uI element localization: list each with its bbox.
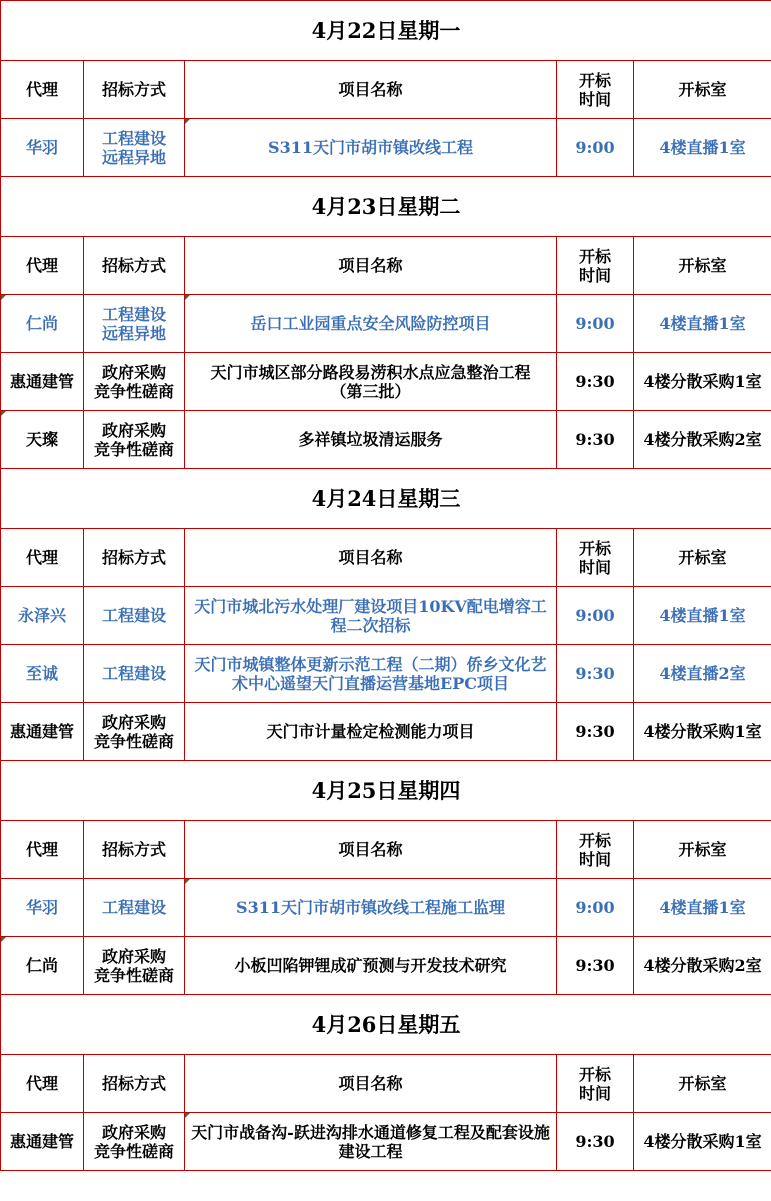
project-cell: S311天门市胡市镇改线工程施工监理 <box>185 879 557 937</box>
time-cell: 9:30 <box>557 645 634 703</box>
project-cell: S311天门市胡市镇改线工程 <box>185 119 557 177</box>
method-cell: 政府采购 竞争性磋商 <box>84 1113 185 1171</box>
project-cell: 岳口工业园重点安全风险防控项目 <box>185 295 557 353</box>
time-cell: 9:00 <box>557 587 634 645</box>
table-row <box>1 1113 771 1171</box>
time-cell: 9:30 <box>557 937 634 995</box>
time-cell: 9:30 <box>557 703 634 761</box>
project-cell: 天门市城区部分路段易涝积水点应急整治工程 （第三批） <box>185 353 557 411</box>
agent-cell: 天璨 <box>1 411 84 469</box>
method-cell: 政府采购 竞争性磋商 <box>84 703 185 761</box>
table-row <box>1 879 771 937</box>
header-method: 招标方式 <box>84 61 185 119</box>
header-room: 开标室 <box>634 61 771 119</box>
room-cell: 4楼分散采购2室 <box>634 937 771 995</box>
header-agent: 代理 <box>1 237 84 295</box>
room-cell: 4楼直播1室 <box>634 587 771 645</box>
room-cell: 4楼分散采购1室 <box>634 1113 771 1171</box>
day-title: 4月24日星期三 <box>1 469 771 529</box>
header-project: 项目名称 <box>185 237 557 295</box>
room-cell: 4楼分散采购2室 <box>634 411 771 469</box>
method-cell: 政府采购 竞争性磋商 <box>84 353 185 411</box>
header-project: 项目名称 <box>185 821 557 879</box>
header-time: 开标 时间 <box>557 61 634 119</box>
header-agent: 代理 <box>1 529 84 587</box>
table-row <box>1 937 771 995</box>
method-cell: 工程建设 <box>84 879 185 937</box>
header-project: 项目名称 <box>185 1055 557 1113</box>
agent-cell: 华羽 <box>1 119 84 177</box>
header-room: 开标室 <box>634 237 771 295</box>
time-cell: 9:00 <box>557 879 634 937</box>
table-row <box>1 411 771 469</box>
header-project: 项目名称 <box>185 529 557 587</box>
agent-cell: 惠通建管 <box>1 353 84 411</box>
header-method: 招标方式 <box>84 1055 185 1113</box>
room-cell: 4楼分散采购1室 <box>634 353 771 411</box>
header-method: 招标方式 <box>84 237 185 295</box>
agent-cell: 惠通建管 <box>1 703 84 761</box>
agent-cell: 惠通建管 <box>1 1113 84 1171</box>
table-row <box>1 353 771 411</box>
header-method: 招标方式 <box>84 821 185 879</box>
table-row <box>1 587 771 645</box>
day-title: 4月26日星期五 <box>1 995 771 1055</box>
room-cell: 4楼直播1室 <box>634 119 771 177</box>
method-cell: 工程建设 远程异地 <box>84 119 185 177</box>
day-title: 4月22日星期一 <box>1 1 771 61</box>
time-cell: 9:30 <box>557 353 634 411</box>
agent-cell: 永泽兴 <box>1 587 84 645</box>
time-cell: 9:00 <box>557 295 634 353</box>
header-time: 开标 时间 <box>557 529 634 587</box>
time-cell: 9:30 <box>557 1113 634 1171</box>
project-cell: 天门市城镇整体更新示范工程（二期）侨乡文化艺术中心遥望天门直播运营基地EPC项目 <box>185 645 557 703</box>
header-time: 开标 时间 <box>557 821 634 879</box>
method-cell: 工程建设 <box>84 645 185 703</box>
table-row <box>1 295 771 353</box>
room-cell: 4楼直播1室 <box>634 879 771 937</box>
project-cell: 天门市计量检定检测能力项目 <box>185 703 557 761</box>
header-time: 开标 时间 <box>557 237 634 295</box>
header-room: 开标室 <box>634 1055 771 1113</box>
room-cell: 4楼直播1室 <box>634 295 771 353</box>
project-cell: 多祥镇垃圾清运服务 <box>185 411 557 469</box>
room-cell: 4楼直播2室 <box>634 645 771 703</box>
room-cell: 4楼分散采购1室 <box>634 703 771 761</box>
header-agent: 代理 <box>1 61 84 119</box>
method-cell: 政府采购 竞争性磋商 <box>84 937 185 995</box>
agent-cell: 华羽 <box>1 879 84 937</box>
agent-cell: 至诚 <box>1 645 84 703</box>
header-agent: 代理 <box>1 1055 84 1113</box>
table-row <box>1 703 771 761</box>
header-room: 开标室 <box>634 821 771 879</box>
method-cell: 工程建设 远程异地 <box>84 295 185 353</box>
table-row <box>1 119 771 177</box>
header-agent: 代理 <box>1 821 84 879</box>
agent-cell: 仁尚 <box>1 295 84 353</box>
day-title: 4月25日星期四 <box>1 761 771 821</box>
time-cell: 9:00 <box>557 119 634 177</box>
project-cell: 天门市城北污水处理厂建设项目10KV配电增容工程二次招标 <box>185 587 557 645</box>
header-method: 招标方式 <box>84 529 185 587</box>
header-project: 项目名称 <box>185 61 557 119</box>
table-row <box>1 645 771 703</box>
project-cell: 天门市战备沟-跃进沟排水通道修复工程及配套设施建设工程 <box>185 1113 557 1171</box>
agent-cell: 仁尚 <box>1 937 84 995</box>
method-cell: 工程建设 <box>84 587 185 645</box>
day-title: 4月23日星期二 <box>1 177 771 237</box>
header-time: 开标 时间 <box>557 1055 634 1113</box>
header-room: 开标室 <box>634 529 771 587</box>
time-cell: 9:30 <box>557 411 634 469</box>
method-cell: 政府采购 竞争性磋商 <box>84 411 185 469</box>
project-cell: 小板凹陷钾锂成矿预测与开发技术研究 <box>185 937 557 995</box>
